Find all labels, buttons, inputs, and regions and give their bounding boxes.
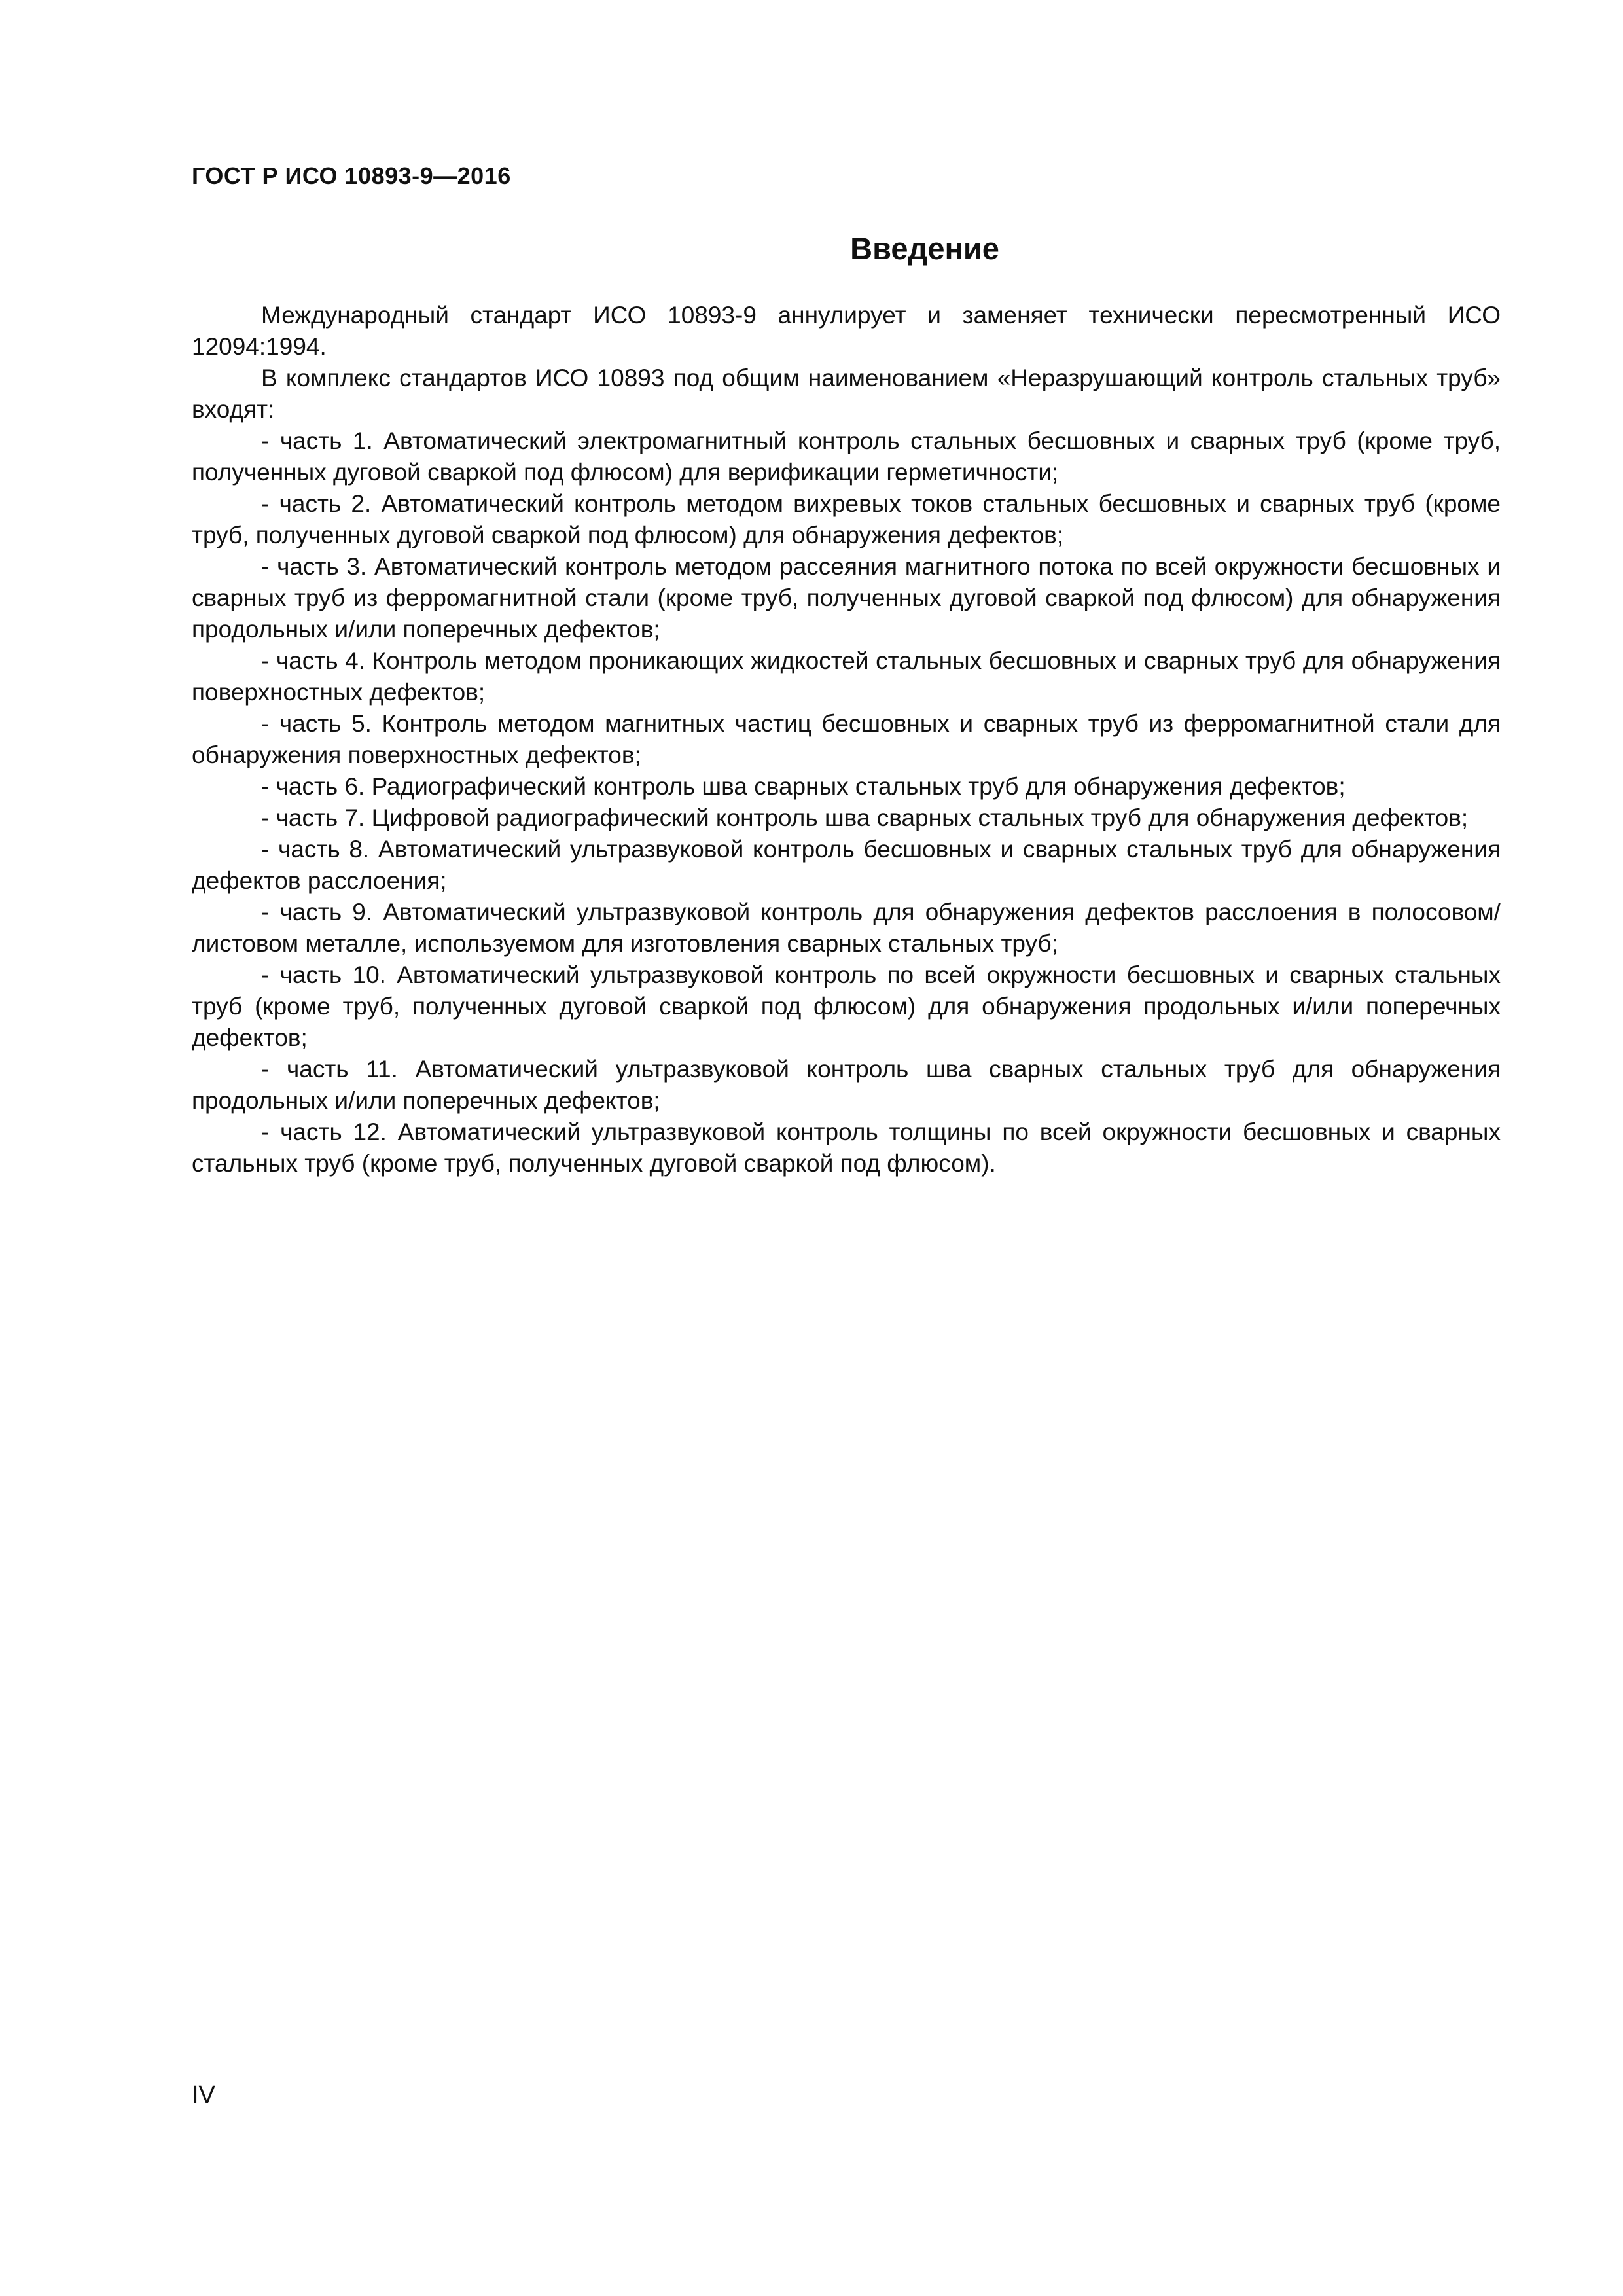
paragraph-series-intro: В комплекс стандартов ИСО 10893 под общим наименованием «Неразрушающий контроль стальных труб» входят:: [192, 365, 1501, 423]
list-item-part-10: - часть 10. Автоматический ультразвуковой контроль по всей окружности бесшовных и сварных стальных труб (кроме труб, полученных дуговой сваркой под флюсом) для обнаружения продольных и/или поперечных дефектов;: [192, 961, 1501, 1051]
list-item-part-6: - часть 6. Радиографический контроль шва сварных стальных труб для обнаружения дефектов;: [261, 773, 1346, 800]
list-item-part-11: - часть 11. Автоматический ультразвуковой контроль шва сварных стальных труб для обнаружения продольных и/или поперечных дефектов;: [192, 1056, 1501, 1114]
list-item-part-4: - часть 4. Контроль методом проникающих жидкостей стальных бесшовных и сварных труб для обнаружения поверхностных дефектов;: [192, 647, 1501, 706]
body-text: [192, 300, 1501, 1179]
section-title-wrapper: [0, 230, 1623, 266]
section-title: Введение: [850, 231, 999, 266]
list-item-part-12: - часть 12. Автоматический ультразвуковой контроль толщины по всей окружности бесшовных и сварных стальных труб (кроме труб, полученных дуговой сваркой под флюсом).: [192, 1119, 1501, 1177]
list-item-part-3: - часть 3. Автоматический контроль методом рассеяния магнитного потока по всей окружности бесшовных и сварных труб из ферромагнитной стали (кроме труб, полученных дуговой сваркой под флюсом) для обнаружения продольных и/или поперечных дефектов;: [192, 553, 1501, 643]
list-item-part-1: - часть 1. Автоматический электромагнитный контроль стальных бесшовных и сварных труб (кроме труб, полученных дуговой сваркой под флюсом) для верификации герметичности;: [192, 427, 1501, 486]
list-item-part-7: - часть 7. Цифровой радиографический контроль шва сварных стальных труб для обнаружения дефектов;: [261, 804, 1469, 831]
page-number: IV: [192, 2081, 215, 2109]
list-item-part-2: - часть 2. Автоматический контроль методом вихревых токов стальных бесшовных и сварных труб (кроме труб, полученных дуговой сваркой под флюсом) для обнаружения дефектов;: [192, 490, 1501, 548]
list-item-part-9: - часть 9. Автоматический ультразвуковой контроль для обнаружения дефектов расслоения в полосовом/листовом металле, используемом для изготовления сварных стальных труб;: [192, 899, 1501, 957]
list-item-part-5: - часть 5. Контроль методом магнитных частиц бесшовных и сварных труб из ферромагнитной стали для обнаружения поверхностных дефектов;: [192, 710, 1501, 768]
paragraph-annulment: Международный стандарт ИСО 10893-9 аннулирует и заменяет технически пересмотренный ИСО 12094:1994.: [192, 302, 1501, 360]
list-item-part-8: - часть 8. Автоматический ультразвуковой контроль бесшовных и сварных стальных труб для обнаружения дефектов расслоения;: [192, 836, 1501, 894]
standard-designation: ГОСТ Р ИСО 10893-9—2016: [192, 162, 511, 189]
